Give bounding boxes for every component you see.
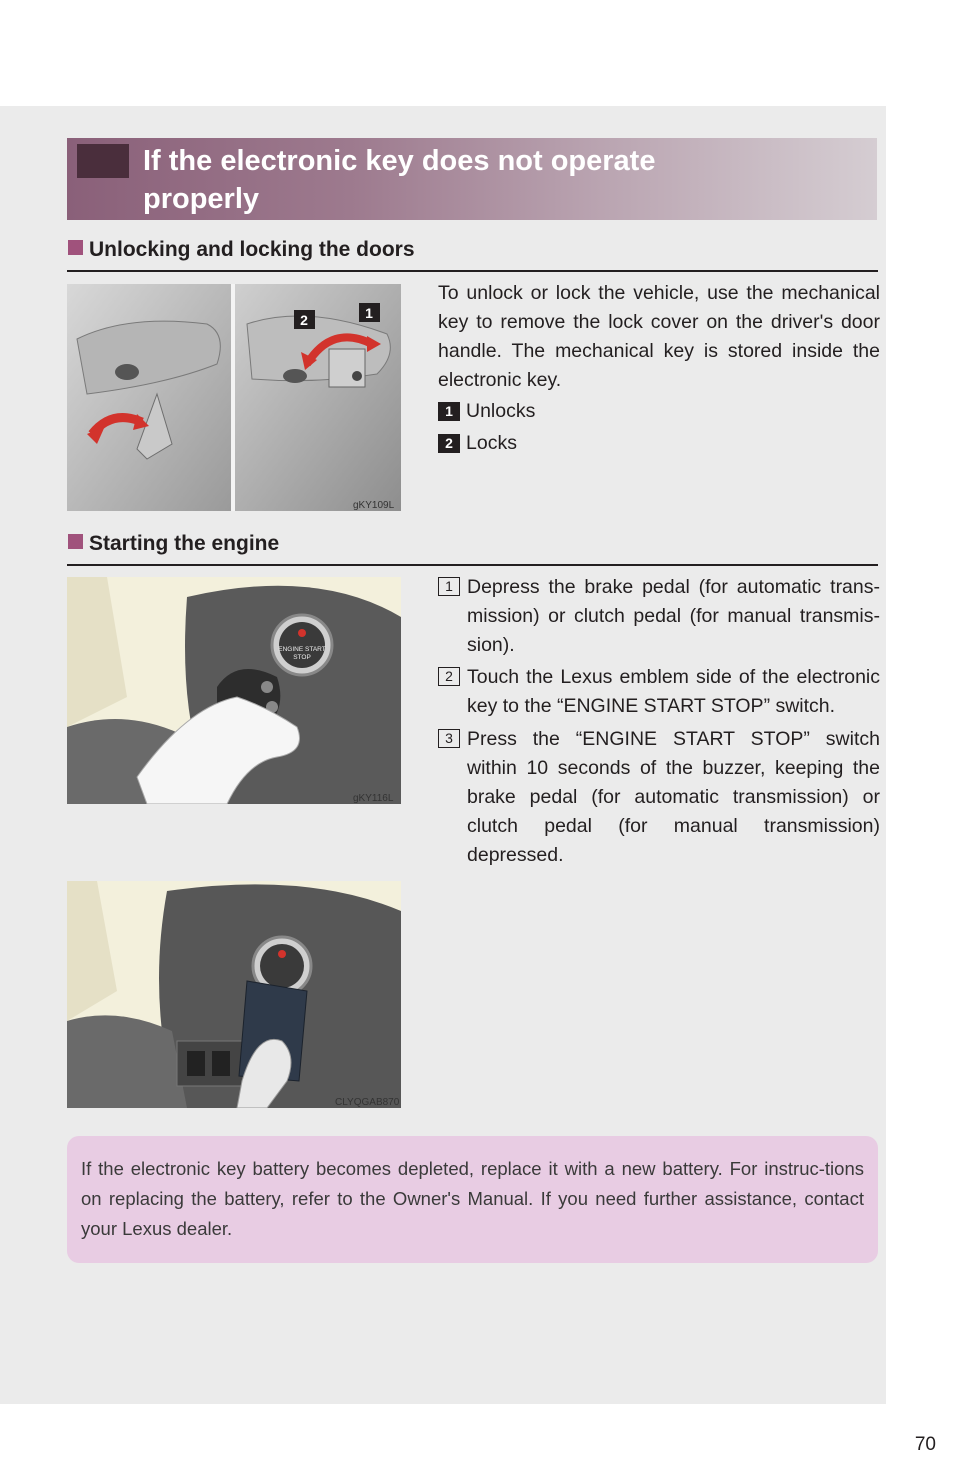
section-banner xyxy=(67,138,877,220)
image-code: CLYQGAB870 xyxy=(335,1097,400,1108)
section-heading-text: Unlocking and locking the doors xyxy=(89,238,415,261)
step-number-badge: 3 xyxy=(438,729,460,748)
engine-start-key-photo xyxy=(67,577,401,804)
engine-start-card-key-photo xyxy=(67,881,401,1108)
svg-text:1: 1 xyxy=(365,305,373,321)
svg-text:2: 2 xyxy=(300,312,308,328)
note-text: If the electronic key battery becomes depleted, replace it with a new battery. For instruc-tions on replacing the battery, refer to the Owner's Manual. If you need further assistance, contact your Lexus dealer. xyxy=(81,1158,864,1239)
legend-unlocks xyxy=(438,397,535,426)
section-rule xyxy=(67,270,878,272)
page-title-line2: properly xyxy=(143,183,260,215)
legend-locks xyxy=(438,429,517,458)
door-handle-illustration xyxy=(67,284,401,511)
section-heading-starting xyxy=(68,532,279,556)
image-code: gKY116L xyxy=(353,793,394,804)
section-heading-unlocking xyxy=(68,238,415,262)
legend-label: Locks xyxy=(466,432,517,454)
legend-number-badge: 1 xyxy=(438,402,460,421)
step-text: Touch the Lexus emblem side of the electronic key to the “ENGINE START STOP” switch. xyxy=(467,666,880,717)
section-heading-text: Starting the engine xyxy=(89,532,280,555)
square-bullet-icon xyxy=(68,534,83,549)
square-bullet-icon xyxy=(68,240,83,255)
section-rule xyxy=(67,564,878,566)
page-number: 70 xyxy=(914,1434,936,1455)
step-text: Press the “ENGINE START STOP” switch within 10 seconds of the buzzer, keeping the brake pedal (for automatic transmission) or clutch pedal (for manual transmission) depressed. xyxy=(467,728,880,866)
switch-label-1: ENGINE START xyxy=(278,646,326,653)
step-number-badge: 1 xyxy=(438,577,460,596)
step-text: Depress the brake pedal (for automatic trans-mission) or clutch pedal (for manual transmis-sion). xyxy=(467,576,880,656)
page-title-line1: If the electronic key does not operate xyxy=(143,145,656,177)
note-box xyxy=(67,1136,878,1263)
page-title xyxy=(143,142,763,218)
image-code: gKY109L xyxy=(353,500,395,511)
legend-label: Unlocks xyxy=(466,400,536,422)
legend-number-badge: 2 xyxy=(438,434,460,453)
unlock-instructions: To unlock or lock the vehicle, use the mechanical key to remove the lock cover on the driver's door handle. The mechanical key is stored inside the electronic key. xyxy=(438,282,880,391)
switch-label-2: STOP xyxy=(293,654,311,661)
banner-block xyxy=(77,144,129,178)
step-number-badge: 2 xyxy=(438,667,460,686)
